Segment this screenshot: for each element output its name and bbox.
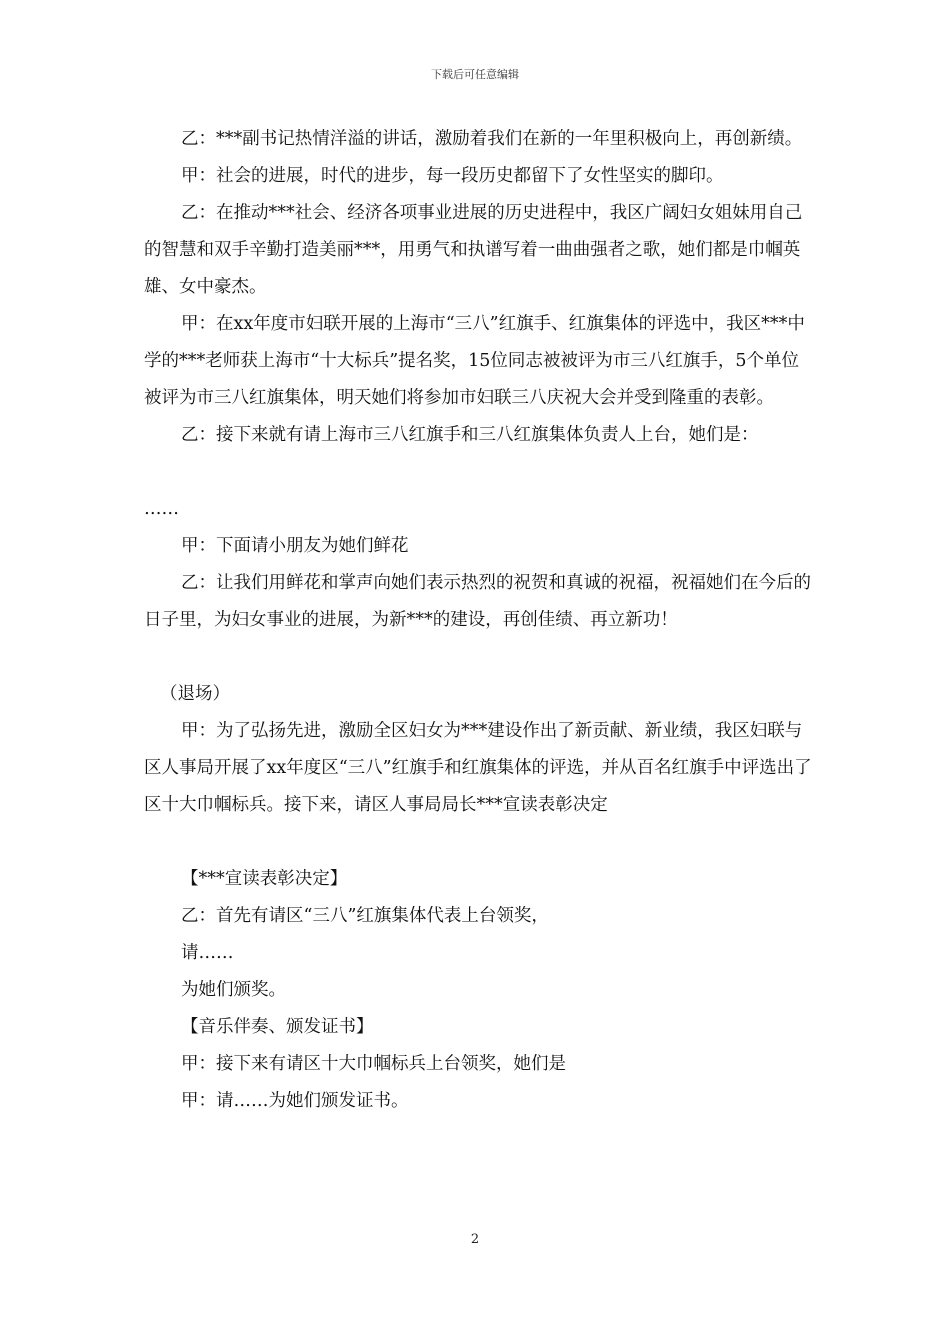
paragraph: 请……: [181, 943, 234, 963]
paragraph: 乙：***副书记热情洋溢的讲话，激励着我们在新的一年里积极向上，再创新绩。: [181, 129, 803, 149]
spacer: [144, 639, 814, 676]
page-header: 下载后可任意编辑: [431, 68, 519, 81]
paragraph: 甲：接下来有请区十大巾帼标兵上台领奖，她们是: [181, 1054, 566, 1074]
paragraph: 乙：在推动***社会、经济各项事业进展的历史进程中，我区广阔妇女姐妹用自己的智慧和双手辛勤打造美丽***，用勇气和执谱写着一曲曲强者之歌，她们都是巾帼英雄、女中豪杰。: [144, 203, 803, 297]
paragraph: 甲：为了弘扬先进，激励全区妇女为***建设作出了新贡献、新业绩，我区妇联与区人事局开展了xx年度区“三八”红旗手和红旗集体的评选，并从百名红旗手中评选出了区十大巾帼标兵。接下来，请区人事局局长***宣读表彰决定: [144, 721, 812, 815]
paragraph: ……: [144, 499, 179, 519]
spacer: [144, 454, 814, 491]
paragraph: 【***宣读表彰决定】: [181, 869, 348, 889]
spacer: [144, 824, 814, 861]
paragraph: 【音乐伴奏、颁发证书】: [181, 1017, 374, 1037]
paragraph: 甲：社会的进展，时代的进步，每一段历史都留下了女性坚实的脚印。: [181, 166, 724, 186]
paragraph: 甲：下面请小朋友为她们鲜花: [181, 536, 409, 556]
paragraph: （退场）: [160, 684, 230, 704]
paragraph: 乙：接下来就有请上海市三八红旗手和三八红旗集体负责人上台，她们是：: [181, 425, 759, 445]
paragraph: 乙：首先有请区“三八”红旗集体代表上台领奖，: [181, 906, 549, 926]
page-number: 2: [470, 1232, 480, 1247]
paragraph: 乙：让我们用鲜花和掌声向她们表示热烈的祝贺和真诚的祝福，祝福她们在今后的日子里，为妇女事业的进展，为新***的建设，再创佳绩、再立新功！: [144, 573, 811, 630]
document-body: [144, 121, 814, 1120]
paragraph: 甲：请……为她们颁发证书。: [181, 1091, 409, 1111]
paragraph: 甲：在xx年度市妇联开展的上海市“三八”红旗手、红旗集体的评选中，我区***中学的***老师获上海市“十大标兵”提名奖，15位同志被被评为市三八红旗手，5个单位被评为市三八红旗集体，明天她们将参加市妇联三八庆祝大会并受到隆重的表彰。: [144, 314, 805, 408]
paragraph: 为她们颁奖。: [181, 980, 286, 1000]
